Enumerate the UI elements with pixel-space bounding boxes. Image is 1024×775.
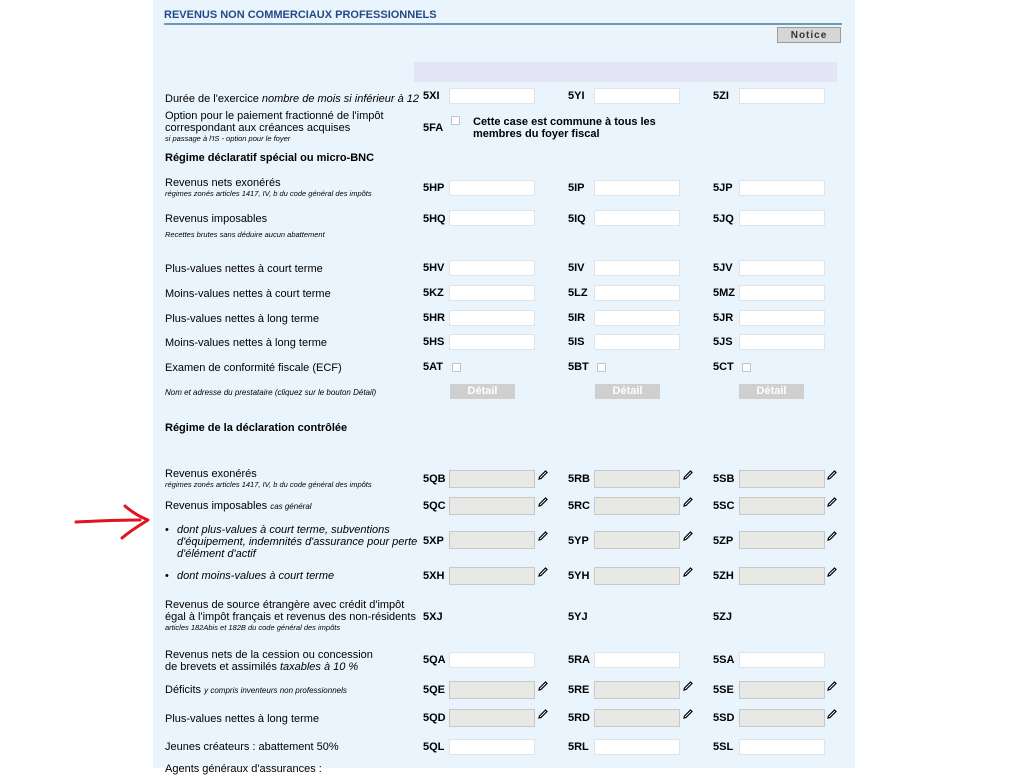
input-5zp[interactable] [739,531,825,549]
input-5jp[interactable] [739,180,825,196]
pencil-icon[interactable] [537,496,549,508]
column-header-band [414,62,837,82]
bullet-icon: • [165,570,169,582]
row-label: Examen de conformité fiscale (ECF) [165,362,342,374]
row-label: Agents généraux d'assurances : [165,763,322,775]
code-5fa: 5FA [423,122,444,134]
code-5jr: 5JR [713,312,734,324]
input-5hs[interactable] [449,334,535,350]
pencil-icon[interactable] [682,469,694,481]
code-5jv: 5JV [713,262,733,274]
input-5ip[interactable] [594,180,680,196]
row-label: • dont moins-values à court terme [165,570,335,582]
input-5iv[interactable] [594,260,680,276]
code-5qa: 5QA [423,654,446,666]
pencil-icon[interactable] [537,566,549,578]
code-5at: 5AT [423,361,443,373]
input-5ql[interactable] [449,739,535,755]
input-5yh[interactable] [594,567,680,585]
code-5bt: 5BT [568,361,589,373]
heading-micro-bnc: Régime déclaratif spécial ou micro-BNC [165,152,375,164]
pencil-icon[interactable] [682,680,694,692]
row-label: Option pour le paiement fractionné de l'impôt correspondant aux créances acquises si passage à l'IS - option pour le foyer [165,110,384,143]
row-label: Déficits y compris inventeurs non professionnels [165,684,347,696]
code-5jp: 5JP [713,182,733,194]
input-5se[interactable] [739,681,825,699]
section-title: REVENUS NON COMMERCIAUX PROFESSIONNELS [164,9,842,25]
input-5hv[interactable] [449,260,535,276]
pencil-icon[interactable] [537,708,549,720]
code-5ra: 5RA [568,654,591,666]
input-5qa[interactable] [449,652,535,668]
row-label: Revenus imposables cas général [165,500,312,512]
input-5js[interactable] [739,334,825,350]
pencil-icon[interactable] [826,680,838,692]
code-5xh: 5XH [423,570,445,582]
input-5rb[interactable] [594,470,680,488]
input-5zi[interactable] [739,88,825,104]
code-5qd: 5QD [423,712,446,724]
pencil-icon[interactable] [682,530,694,542]
row-label: Durée de l'exercice nombre de mois si inférieur à 12 [165,93,420,105]
prestataire-note: Nom et adresse du prestataire (cliquez sur le bouton Détail) [165,388,377,397]
code-5ct: 5CT [713,361,734,373]
input-5re[interactable] [594,681,680,699]
input-5hr[interactable] [449,310,535,326]
code-5kz: 5KZ [423,287,444,299]
code-5zi: 5ZI [713,90,729,102]
input-5jr[interactable] [739,310,825,326]
pencil-icon[interactable] [537,469,549,481]
form-panel [153,0,855,775]
input-5yi[interactable] [594,88,680,104]
code-5zh: 5ZH [713,570,734,582]
code-5zj: 5ZJ [713,611,732,623]
code-5rc: 5RC [568,500,591,512]
code-5se: 5SE [713,684,734,696]
code-5hs: 5HS [423,336,445,348]
row-label: Revenus exonérés régimes zonés articles 1417, IV, b du code général des impôts [165,468,372,489]
code-5xp: 5XP [423,535,444,547]
input-5yp[interactable] [594,531,680,549]
code-5ir: 5IR [568,312,586,324]
pencil-icon[interactable] [826,566,838,578]
code-5re: 5RE [568,684,590,696]
detail-button-2[interactable]: Détail [595,384,660,399]
input-5ra[interactable] [594,652,680,668]
input-5hq[interactable] [449,210,535,226]
code-5iq: 5IQ [568,213,586,225]
input-5rd[interactable] [594,709,680,727]
code-5hv: 5HV [423,262,445,274]
pencil-icon[interactable] [682,566,694,578]
detail-button-1[interactable]: Détail [450,384,515,399]
code-5hq: 5HQ [423,213,446,225]
code-5qb: 5QB [423,473,446,485]
detail-button-3[interactable]: Détail [739,384,804,399]
code-5jq: 5JQ [713,213,734,225]
code-5qe: 5QE [423,684,446,696]
input-5sl[interactable] [739,739,825,755]
code-5sl: 5SL [713,741,734,753]
code-5sa: 5SA [713,654,735,666]
input-5lz[interactable] [594,285,680,301]
input-5qe[interactable] [449,681,535,699]
row-label: Revenus nets de la cession ou concession de brevets et assimilés taxables à 10 % [165,649,373,673]
code-5sb: 5SB [713,473,735,485]
checkbox-5fa[interactable] [451,116,460,125]
input-5ir[interactable] [594,310,680,326]
input-5sd[interactable] [739,709,825,727]
row-label: Plus-values nettes à court terme [165,263,323,275]
checkbox-5at[interactable] [452,363,461,372]
input-5mz[interactable] [739,285,825,301]
row-label: Jeunes créateurs : abattement 50% [165,741,339,753]
row-label: Revenus imposables Recettes brutes sans déduire aucun abattement [165,213,325,239]
input-5jq[interactable] [739,210,825,226]
row-label: Revenus nets exonérés régimes zonés articles 1417, IV, b du code général des impôts [165,177,372,198]
input-5kz[interactable] [449,285,535,301]
input-5xi[interactable] [449,88,535,104]
pencil-icon[interactable] [826,496,838,508]
row-label: Moins-values nettes à court terme [165,288,331,300]
code-5ip: 5IP [568,182,585,194]
input-5is[interactable] [594,334,680,350]
input-5xp[interactable] [449,531,535,549]
checkbox-5bt[interactable] [597,363,606,372]
input-5rc[interactable] [594,497,680,515]
code-5yp: 5YP [568,535,589,547]
code-5sd: 5SD [713,712,735,724]
code-5rb: 5RB [568,473,591,485]
code-5sc: 5SC [713,500,735,512]
code-5mz: 5MZ [713,287,735,299]
input-5sc[interactable] [739,497,825,515]
common-note: Cette case est commune à tous les membres du foyer fiscal [473,116,656,140]
pencil-icon[interactable] [826,530,838,542]
input-5sb[interactable] [739,470,825,488]
code-5qc: 5QC [423,500,446,512]
input-5xh[interactable] [449,567,535,585]
input-5qd[interactable] [449,709,535,727]
code-5xj: 5XJ [423,611,443,623]
code-5yj: 5YJ [568,611,588,623]
input-5qb[interactable] [449,470,535,488]
code-5js: 5JS [713,336,733,348]
code-5hr: 5HR [423,312,446,324]
code-5is: 5IS [568,336,585,348]
code-5iv: 5IV [568,262,585,274]
checkbox-5ct[interactable] [742,363,751,372]
pencil-icon[interactable] [682,708,694,720]
input-5zh[interactable] [739,567,825,585]
code-5lz: 5LZ [568,287,588,299]
input-5iq[interactable] [594,210,680,226]
bullet-icon: • [165,524,169,536]
row-label: Revenus de source étrangère avec crédit d'impôt égal à l'impôt français et revenus des non-résidents articles 182Abis et 182B du code général des impôts [165,599,416,632]
row-label: Plus-values nettes à long terme [165,313,320,325]
pencil-icon[interactable] [682,496,694,508]
code-5xi: 5XI [423,90,440,102]
row-label: Moins-values nettes à long terme [165,337,328,349]
code-5rl: 5RL [568,741,589,753]
code-5ql: 5QL [423,741,445,753]
input-5sa[interactable] [739,652,825,668]
heading-declaration-controlee: Régime de la déclaration contrôlée [165,422,348,434]
input-5qc[interactable] [449,497,535,515]
code-5yi: 5YI [568,90,585,102]
code-5yh: 5YH [568,570,590,582]
code-5zp: 5ZP [713,535,734,547]
code-5rd: 5RD [568,712,591,724]
code-5hp: 5HP [423,182,445,194]
notice-button[interactable]: Notice [777,27,841,43]
pencil-icon[interactable] [826,469,838,481]
row-label: • dont plus-values à court terme, subventions d'équipement, indemnités d'assurance pour perte d'élément d'actif [165,524,418,560]
input-5jv[interactable] [739,260,825,276]
pencil-icon[interactable] [826,708,838,720]
row-label: Plus-values nettes à long terme [165,713,320,725]
pencil-icon[interactable] [537,530,549,542]
red-arrow-annotation [70,500,160,542]
pencil-icon[interactable] [537,680,549,692]
input-5rl[interactable] [594,739,680,755]
input-5hp[interactable] [449,180,535,196]
